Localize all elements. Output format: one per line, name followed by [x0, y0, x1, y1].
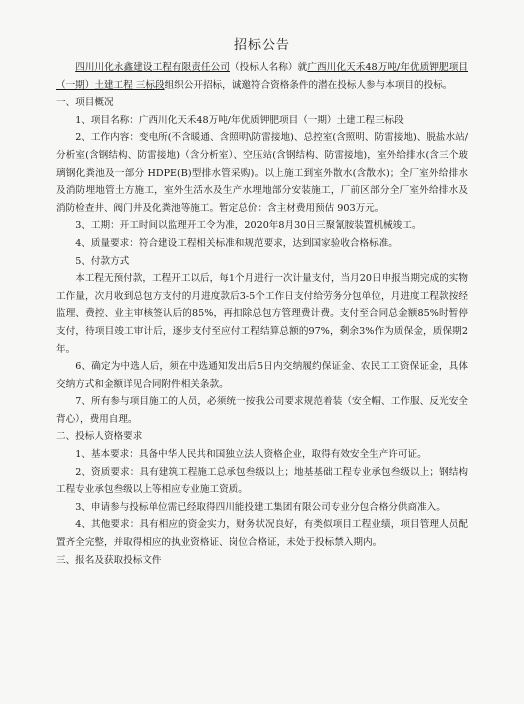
item-work-content: 2、工作内容：变电所(不含暖通、含照明\防雷接地)、总控室(含照明、防雷接地)、脱盐水站/分析室(含钢结构、防雷接地)（含分析室）、空压站(含钢结构、防雷接地)，室外给排水(含三个玻璃钢化粪池及一部分 HDPE(B)型排水管采购)。以上施工到室外散水(含散水)；全厂室外给排水及消防埋地管土方施工，室外生活水及生产水埋地部分安装施工，厂前区部分全厂室外给排水及消防检查井、阀门井及化粪池等施工。暂定总价：含主材费用预估 903万元。 — [56, 132, 468, 214]
item-basic-requirement: 1、基本要求：具备中华人民共和国独立法人资格企业，取得有效安全生产许可证。 — [75, 449, 427, 461]
item-deposit: 6、确定为中选人后，须在中选通知发出后5日内交纳履约保证金、农民工工资保证金，具体交纳方式和金额详见合同附件相关条款。 — [56, 361, 468, 390]
section-heading-overview: 一、项目概况 — [56, 97, 114, 109]
item-other-requirement: 4、其他要求：具有相应的资金实力，财务状况良好，有类似项目工程业绩，项目管理人员配置齐全完整，并取得相应的执业资格证、岗位合格证，未处于投标禁入期内。 — [56, 519, 468, 549]
intro-rest: 组织公开招标，诚邀符合资格条件的潜在投标人参与本项目的投标。 — [164, 79, 453, 91]
item-project-name: 1、项目名称：广西川化天禾48万吨/年优质钾肥项目（一期）土建工程三标段 — [75, 114, 404, 126]
tenderer-name: 四川川化永鑫建设工程有限责任公司 — [75, 62, 230, 73]
item-supplier-admission: 3、申请参与投标单位需已经取得四川能投建工集团有限公司专业分包合格分供商准入。 — [75, 501, 446, 513]
section-heading-registration: 三、报名及获取投标文件 — [56, 554, 162, 566]
section-heading-qualification: 二、投标人资格要求 — [56, 431, 143, 443]
item-payment-body: 本工程无预付款，工程开工以后，每1个月进行一次计量支付，当月20日申报当期完成的实物工作量，次月收到总包方支付的月进度款后3-5个工作日支付给劳务分包单位，月进度工程款按经监理、费控、业主审核签认后的85%，再扣除总包方管理费计费。支付至合同总金额85%时暂停支付，待项目竣工审计后，逐步支付至应付工程结算总额的97%，剩余3%作为质保金，质保期2年。 — [56, 273, 468, 355]
intro-paragraph — [56, 59, 468, 94]
item-qualification-requirement: 2、资质要求：具有建筑工程施工总承包叁级以上；地基基础工程专业承包叁级以上；钢结构工程专业承包叁级以上等相应专业施工资质。 — [56, 466, 468, 496]
tenderer-note: （投标人名称）就 — [229, 62, 308, 73]
document-title: 招标公告 — [233, 38, 290, 53]
item-quality: 4、质量要求：符合建设工程相关标准和规范要求，达到国家验收合格标准。 — [75, 237, 398, 249]
project-name: 广西川化天禾48万吨/年优质钾肥项目（一期）土建工程 三标段 — [56, 62, 468, 91]
item-payment-heading: 5、付款方式 — [75, 255, 130, 267]
item-schedule: 3、工期：开工时间以监理开工令为准，2020年8月30日三聚氰胺装置机械竣工。 — [75, 220, 422, 232]
item-attire: 7、所有参与项目施工的人员，必须统一按我公司要求规范着装（安全帽、工作服、反光安全背心），费用自理。 — [56, 396, 468, 425]
